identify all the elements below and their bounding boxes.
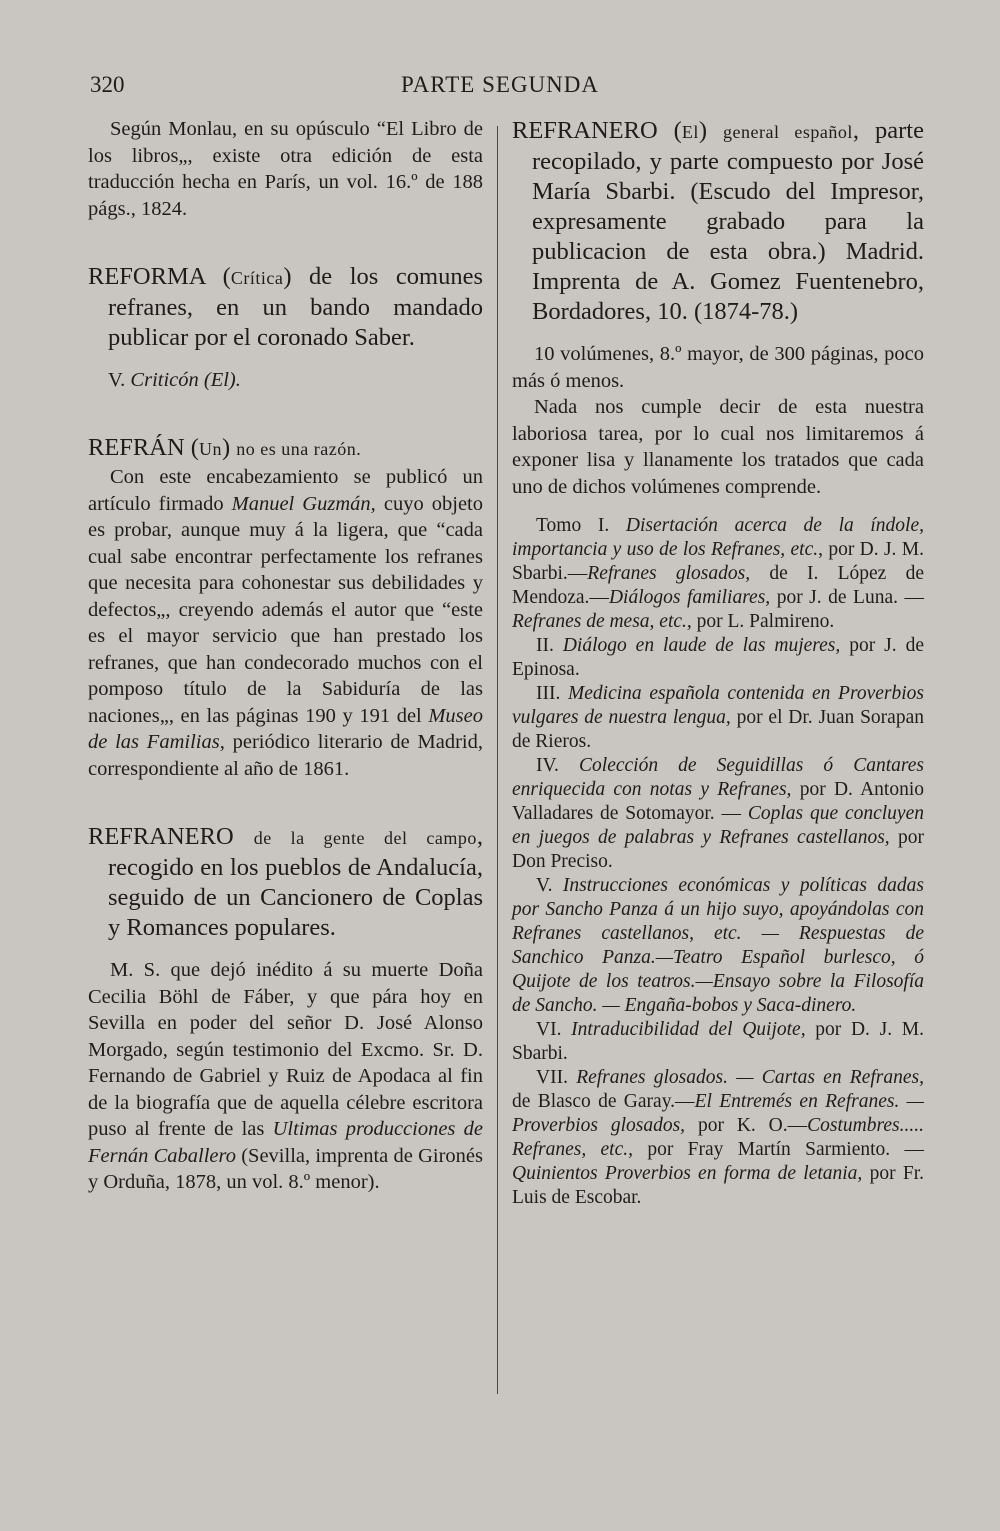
entry-refran-heading: REFRÁN (Un) no es una razón. xyxy=(88,434,362,461)
entry-refranero-general-heading: REFRANERO (El) general español, parte recopilado, y parte compuesto por José María Sbarbi. (Escudo del Impresor, expresamente grabado para la publicacion de esta obra.) Madrid. Imprenta de A. Gomez Fuentenebro, Bordadores, 10. (1874-78.) xyxy=(512,117,924,325)
right-column xyxy=(512,116,924,1210)
volume-1: Tomo I. Disertación acerca de la índole, importancia y uso de los Refranes, etc., por D. J. M. Sbarbi.—Refranes glosados, de I. López de Mendoza.—Diálogos familiares, por J. de Luna. — Refranes de mesa, etc., por L. Palmireno. xyxy=(512,515,924,632)
volume-3: III. Medicina española contenida en Proverbios vulgares de nuestra lengua, por el Dr. Juan Sorapan de Rieros. xyxy=(512,683,924,752)
entry-refranero-gente-body: M. S. que dejó inédito á su muerte Doña Cecilia Böhl de Fáber, y que pára hoy en Sevilla en poder del señor D. José Alonso Morgado, según testimonio del Excmo. Sr. D. Fernando de Gabriel y Ruiz de Apodaca al fin de la biografía que de aquella célebre escritora puso al frente de las Ultimas producciones de Fernán Caballero (Sevilla, imprenta de Gironés y Orduña, 1878, un vol. 8.º menor). xyxy=(88,959,483,1193)
volume-2: II. Diálogo en laude de las mujeres, por J. de Epinosa. xyxy=(512,635,924,680)
entry-refranero-general-volumes: 10 volúmenes, 8.º mayor, de 300 páginas, poco más ó menos. xyxy=(512,343,924,392)
page-number: 320 xyxy=(90,72,125,97)
entry-reforma-see-also: V. Criticón (El). xyxy=(108,369,241,391)
entry-refranero-general-intro: Nada nos cumple decir de esta nuestra laboriosa tarea, por lo cual nos limitaremos á exponer lisa y llanamente los tratados que cada uno de dichos volúmenes comprende. xyxy=(512,396,924,498)
volume-4: IV. Colección de Seguidillas ó Cantares enriquecida con notas y Refranes, por D. Antonio Valladares de Sotomayor. — Coplas que concluyen en juegos de palabras y Refranes castellanos, por Don Preciso. xyxy=(512,755,925,872)
left-column xyxy=(88,116,483,1196)
volume-6: VI. Intraducibilidad del Quijote, por D. J. M. Sbarbi. xyxy=(512,1019,925,1064)
volume-7: VII. Refranes glosados. — Cartas en Refranes, de Blasco de Garay.—El Entremés en Refranes. — Proverbios glosados, por K. O.—Costumbres..... Refranes, etc., por Fray Martín Sarmiento. —Quinientos Proverbios en forma de letania, por Fr. Luis de Escobar. xyxy=(512,1067,924,1208)
entry-reforma-heading: REFORMA (Crítica) de los comunes refranes, en un bando mandado publicar por el coronado Saber. xyxy=(88,263,483,351)
running-head: PARTE SEGUNDA xyxy=(401,72,599,97)
column-divider xyxy=(497,126,498,1394)
volume-5: V. Instrucciones económicas y políticas dadas por Sancho Panza á un hijo suyo, apoyándolas con Refranes castellanos, etc. — Respuestas de Sanchico Panza.—Teatro Español burlesco, ó Quijote de los teatros.—Ensayo sobre la Filosofía de Sancho. — Engaña-bobos y Saca-dinero. xyxy=(512,875,924,1016)
entry-refran-body: Con este encabezamiento se publicó un artículo firmado Manuel Guzmán, cuyo objeto es probar, aunque muy á la ligera, que “cada cual sabe encontrar perfectamente los refranes que necesita para cohonestar sus debilidades y defectos„, creyendo además el autor que “este es el mayor servicio que han prestado los refranes, que han condecorado muchos con el pomposo título de la Sabiduría de las naciones„, en las páginas 190 y 191 del Museo de las Familias, periódico literario de Madrid, correspondiente al año de 1861. xyxy=(88,466,484,780)
intro-paragraph: Según Monlau, en su opúsculo “El Libro de los libros„, existe otra edición de esta traducción hecha en París, un vol. 16.º de 188 págs., 1824. xyxy=(88,118,483,220)
entry-refranero-gente-heading: REFRANERO de la gente del campo, recogido en los pueblos de Andalucía, seguido de un Cancionero de Coplas y Romances populares. xyxy=(88,823,483,941)
